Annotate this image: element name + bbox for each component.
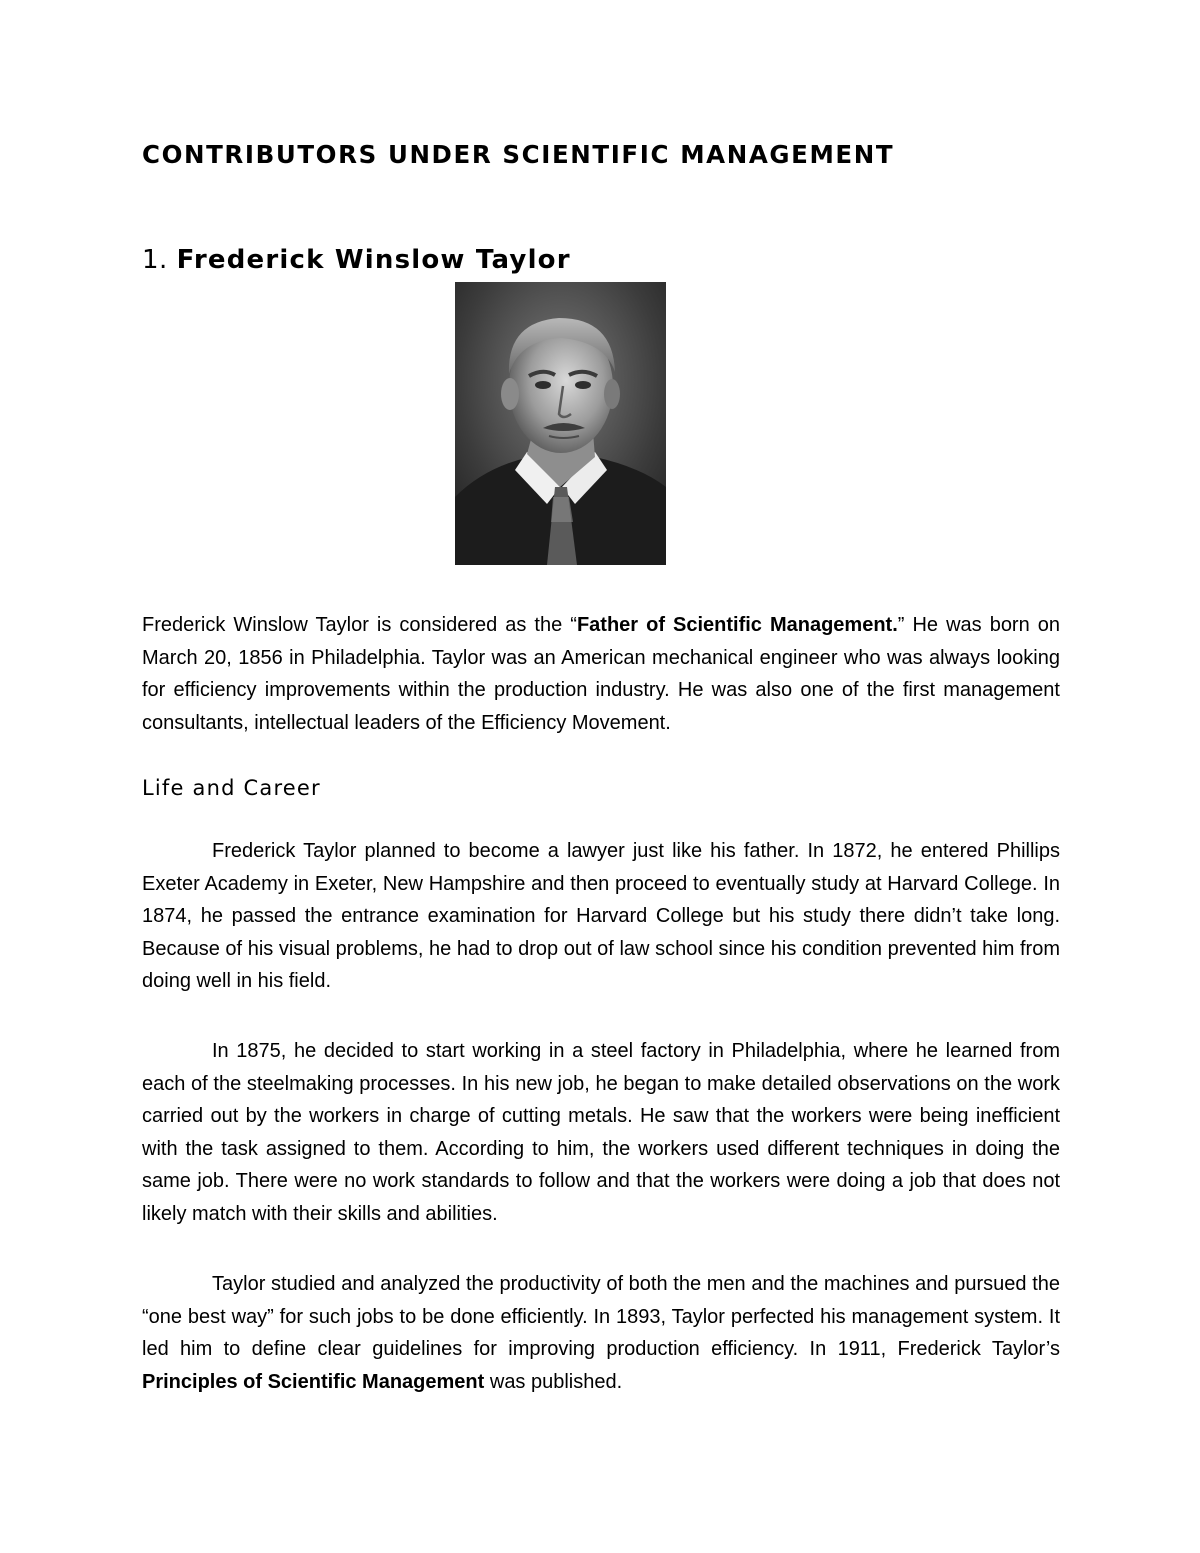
career-paragraph-2: In 1875, he decided to start working in a steel factory in Philadelphia, where he learned from each of the steelmaking processes. In his new job, he began to make detailed observations on the work carried out by the workers in charge of cutting metals. He saw that the workers were being inefficient with the task assigned to them. According to him, the workers used different techniques in doing the same job. There were no work standards to follow and that the workers were doing a job that does not likely match with their skills and abilities. xyxy=(142,1040,1060,1225)
section-number: 1. xyxy=(142,245,168,275)
paragraph-3-text-start: Taylor studied and analyzed the productivity of both the men and the machines and pursued the “one best way” for such jobs to be done efficiently. In 1893, Taylor perfected his management system. It led him to define clear guidelines for improving production efficiency. In 1911, Frederick Taylor’s xyxy=(142,1273,1060,1361)
career-paragraph-3 xyxy=(142,1268,1060,1398)
portrait-illustration xyxy=(455,282,666,565)
intro-text-start: Frederick Winslow Taylor is considered as the “ xyxy=(142,614,577,636)
career-paragraph-1: Frederick Taylor planned to become a lawyer just like his father. In 1872, he entered Phillips Exeter Academy in Exeter, New Hampshire and then proceed to eventually study at Harvard College. In 1874, he passed the entrance examination for Harvard College but his study there didn’t take long. Because of his visual problems, he had to drop out of law school since his condition prevented him from doing well in his field. xyxy=(142,840,1060,993)
document-title: CONTRIBUTORS UNDER SCIENTIFIC MANAGEMENT xyxy=(142,140,895,169)
intro-bold-phrase: Father of Scientific Management. xyxy=(576,614,898,636)
section-name: Frederick Winslow Taylor xyxy=(176,245,571,275)
section-heading xyxy=(142,245,571,275)
intro-text-end: ” He was born on March 20, 1856 in Philadelphia. Taylor was an American mechanical engineer who was always looking for efficiency improvements within the production industry. He was also one of the first management consultants, intellectual leaders of the Efficiency Movement. xyxy=(142,614,1061,734)
paragraph-3-bold-title: Principles of Scientific Management xyxy=(142,1370,485,1393)
intro-paragraph xyxy=(142,609,1060,739)
taylor-portrait-image xyxy=(455,282,666,565)
life-and-career-heading: Life and Career xyxy=(142,776,321,800)
paragraph-3-text-end: was published. xyxy=(484,1370,623,1393)
